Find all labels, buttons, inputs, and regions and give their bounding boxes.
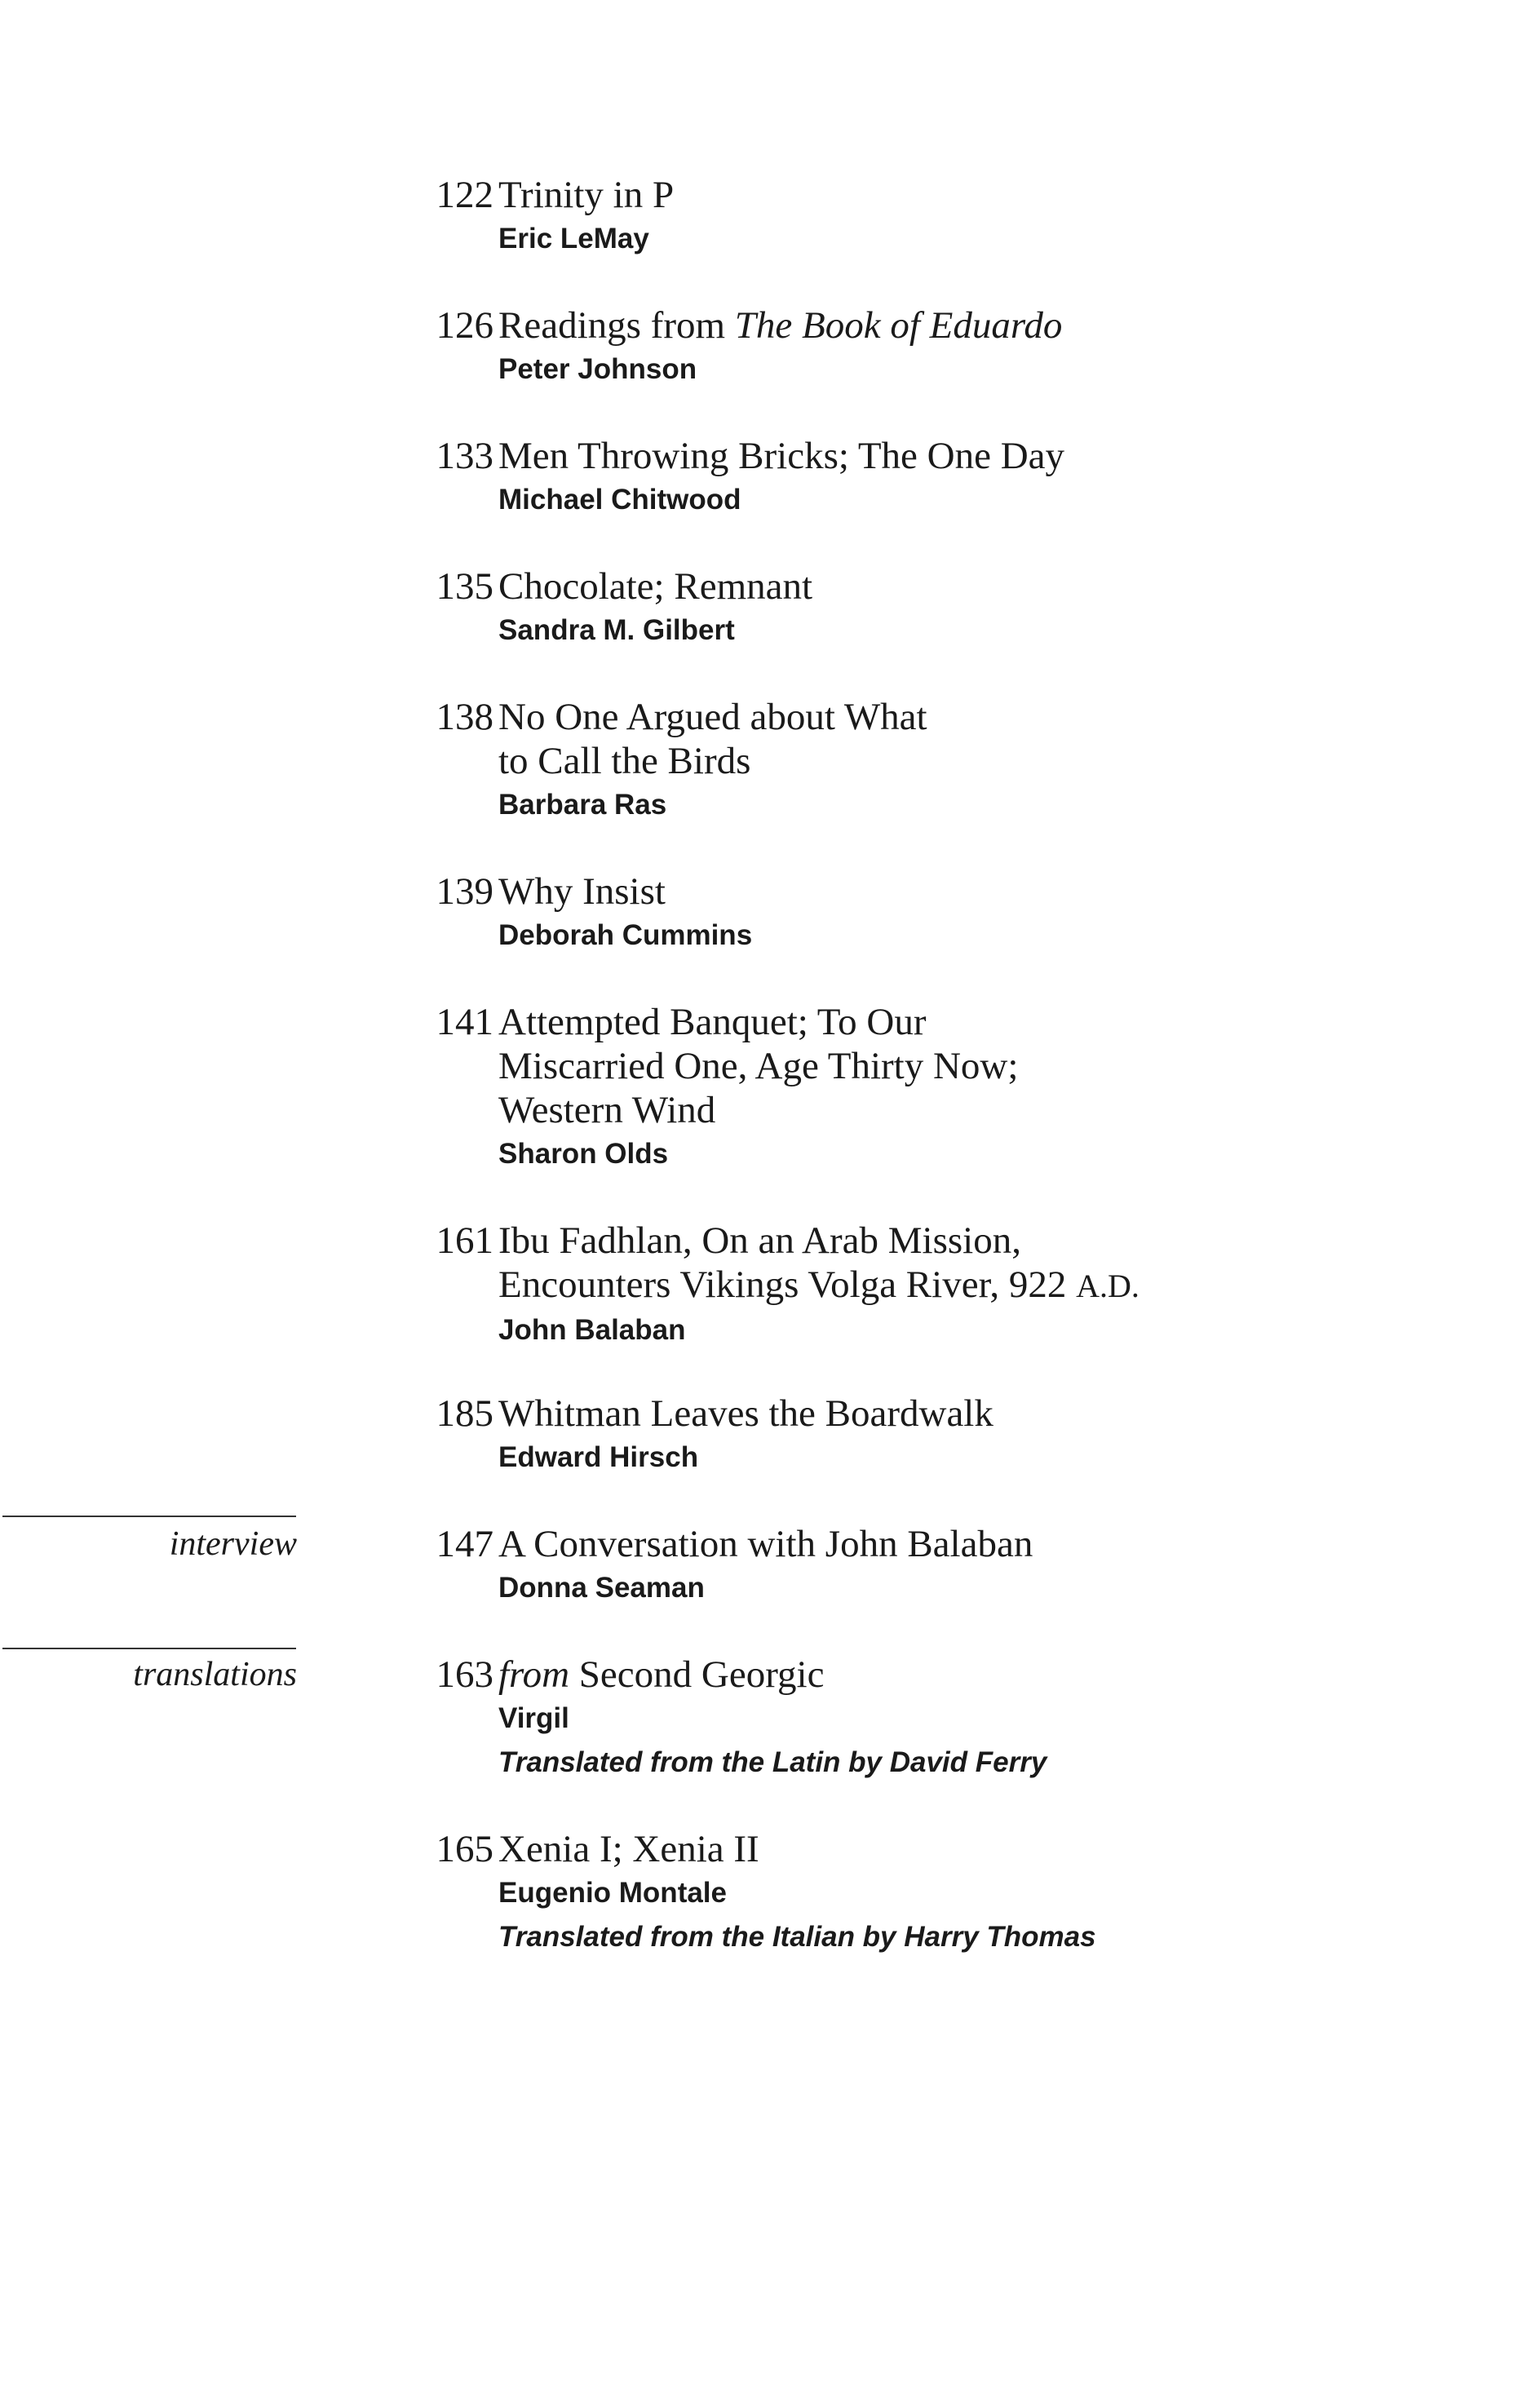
entry-title: Men Throwing Bricks; The One Day [498,435,1065,477]
page-number: 135 [436,565,493,608]
page-number: 147 [436,1523,493,1565]
page-number: 141 [436,1001,493,1043]
page-number: 165 [436,1828,493,1870]
entry-title-line: to Call the Birds [498,740,751,782]
entry-author: Peter Johnson [498,353,697,385]
entry-translator: Translated from the Italian by Harry Thomas [498,1921,1096,1953]
page-number: 161 [436,1219,493,1262]
entry-author: Eugenio Montale [498,1877,727,1909]
entry-title-line: No One Argued about What [498,696,927,738]
entry-title-line: Miscarried One, Age Thirty Now; [498,1045,1019,1087]
section-divider [2,1648,296,1649]
page-number: 126 [436,304,493,347]
entry-author: Michael Chitwood [498,484,741,516]
entry-author: Sandra M. Gilbert [498,614,735,646]
entry-author: Barbara Ras [498,789,667,821]
page-number: 133 [436,435,493,477]
entry-title: Xenia I; Xenia II [498,1828,759,1870]
section-label-translations: translations [133,1656,297,1693]
era-abbreviation: A.D. [1076,1268,1140,1304]
entry-author: John Balaban [498,1314,686,1346]
page-number: 139 [436,870,493,913]
entry-title: A Conversation with John Balaban [498,1523,1033,1565]
entry-title-line: Ibu Fadhlan, On an Arab Mission, [498,1219,1021,1262]
entry-author: Sharon Olds [498,1138,669,1170]
entry-author: Deborah Cummins [498,919,753,951]
entry-title: Trinity in P [498,174,675,216]
entry-author: Virgil [498,1702,569,1734]
page-number: 163 [436,1653,493,1696]
entry-title: from Second Georgic [498,1653,825,1696]
section-divider [2,1516,296,1517]
entry-author: Donna Seaman [498,1572,705,1604]
entry-title-line: Western Wind [498,1089,716,1131]
entry-translator: Translated from the Latin by David Ferry [498,1746,1047,1778]
page-number: 122 [436,174,493,216]
entry-author: Edward Hirsch [498,1441,699,1473]
page-number: 185 [436,1392,493,1435]
entry-title: Whitman Leaves the Boardwalk [498,1392,993,1435]
entry-title: Why Insist [498,870,666,913]
entry-title: Chocolate; Remnant [498,565,813,608]
entry-title: Readings from The Book of Eduardo [498,304,1063,347]
entry-author: Eric LeMay [498,223,649,254]
entry-title-line: Encounters Vikings Volga River, 922 A.D. [498,1263,1140,1306]
book-title: The Book of Eduardo [734,304,1063,347]
entry-title-line: Attempted Banquet; To Our [498,1001,927,1043]
section-label-interview: interview [169,1525,297,1563]
page-number: 138 [436,696,493,738]
